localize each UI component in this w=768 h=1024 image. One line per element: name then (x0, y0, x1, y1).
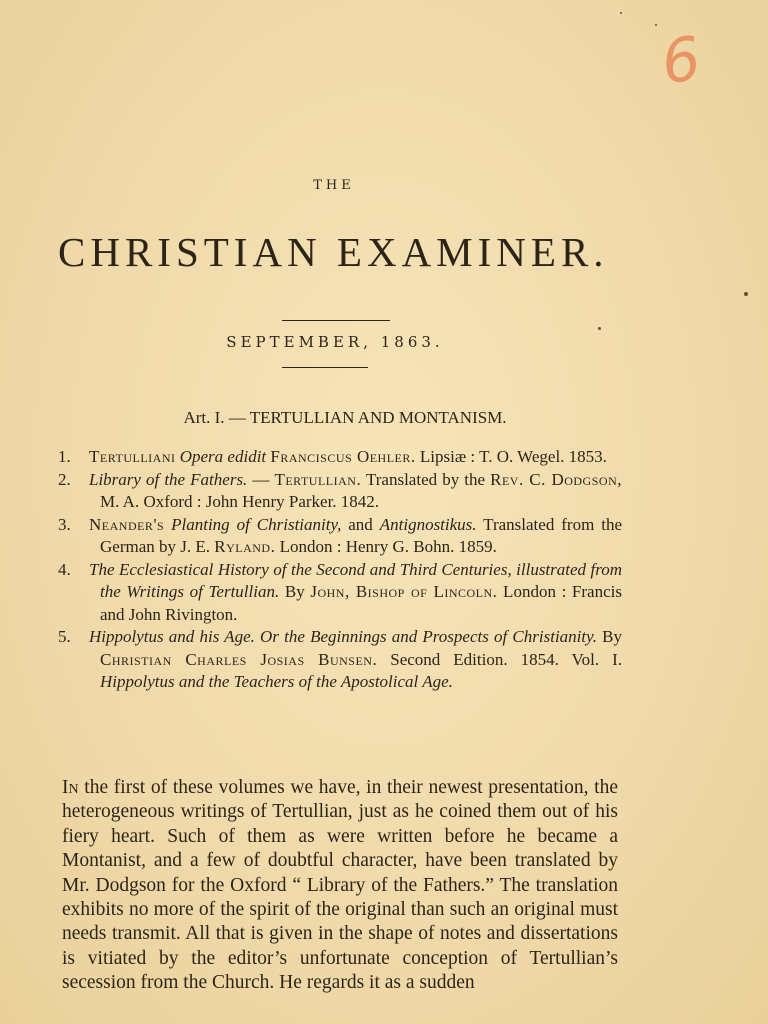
citation-fragment: Planting of Christianity, (171, 514, 342, 534)
body-first-word: In (62, 777, 79, 798)
title-rule-bottom (282, 367, 368, 368)
citation-fragment: Tertulliani (89, 447, 176, 466)
source-item (58, 514, 622, 559)
source-item (58, 626, 622, 694)
citation-fragment: Opera edidit (179, 447, 267, 466)
citation-fragment: Ryland. (214, 537, 276, 556)
citation-fragment: Hippolytus and the Teachers of the Apostolical Age. (100, 672, 453, 691)
body-paragraph (62, 776, 618, 996)
citation-fragment: By (596, 627, 623, 646)
citation-fragment: M. A. Oxford : John Henry Parker. 1842. (100, 492, 380, 511)
source-list (58, 446, 622, 694)
citation-fragment: Neander's (89, 514, 165, 534)
source-number: 1. (58, 447, 71, 466)
paper-speck (744, 292, 748, 296)
source-number: 3. (58, 514, 71, 534)
source-item (58, 559, 622, 627)
citation-fragment: The Ecclesiastical History of the Second and Third Centuries, illustrated from the Writings of Tertullian. (89, 559, 622, 601)
paper-speck (655, 24, 657, 26)
pre-title: THE (313, 178, 355, 193)
citation-fragment: and (341, 514, 380, 534)
source-citation (89, 626, 623, 694)
source-citation (89, 514, 623, 559)
citation-fragment: By (279, 582, 311, 601)
citation-fragment: Rev. C. Dodgson, (490, 469, 622, 489)
handwritten-page-number: 6 (657, 23, 705, 99)
citation-fragment: John, Bishop of Lincoln. (310, 582, 498, 601)
citation-fragment: Library of the Fathers. (89, 469, 248, 489)
citation-fragment: Second Edition. 1854. Vol. I. (377, 649, 622, 669)
body-text: the first of these volumes we have, in their newest presentation, the heterogeneous writings of Tertullian, just as he coined them out of his fiery heart. Such of them as were written before he became a Montanist, and a few of doubtful character, have been translated by Mr. Dodgson for the Oxford “ Library of the Fathers.” The translation exhibits no more of the spirit of the original than such an original must needs transmit. All that is given in the shape of notes and dissertations is vitiated by the editor’s unfortunate conception of Tertullian’s secession from the Church. He regards it as a sudden (62, 777, 618, 994)
citation-fragment: Tertullian. (274, 469, 362, 489)
journal-title: CHRISTIAN EXAMINER. (58, 229, 609, 275)
paper-speck (598, 327, 601, 330)
source-citation (89, 446, 622, 469)
citation-fragment: Translated from the German by J. E. (100, 514, 623, 556)
citation-fragment: Christian Charles Josias Bunsen. (100, 649, 378, 669)
source-item (58, 469, 622, 514)
citation-fragment: Antignostikus. (379, 514, 477, 534)
issue-date: SEPTEMBER, 1863. (226, 333, 444, 351)
citation-fragment: Lipsiæ : T. O. Wegel. 1853. (415, 447, 607, 466)
citation-fragment: London : Henry G. Bohn. 1859. (275, 537, 497, 556)
article-heading: Art. I. — TERTULLIAN AND MONTANISM. (183, 408, 507, 427)
citation-fragment: — (247, 469, 275, 489)
citation-fragment: Franciscus Oehler. (270, 447, 416, 466)
source-item (58, 446, 622, 469)
source-number: 2. (58, 469, 71, 489)
source-number: 5. (58, 627, 71, 646)
source-citation (89, 559, 622, 627)
citation-fragment: London : Francis and John Rivington. (100, 582, 622, 624)
citation-fragment: Hippolytus and his Age. Or the Beginnings and Prospects of Christianity. (89, 627, 597, 646)
paper-speck (620, 12, 622, 14)
title-rule-top (282, 320, 390, 321)
source-number: 4. (58, 559, 71, 579)
source-citation (89, 469, 622, 514)
citation-fragment: Translated by the (361, 469, 491, 489)
